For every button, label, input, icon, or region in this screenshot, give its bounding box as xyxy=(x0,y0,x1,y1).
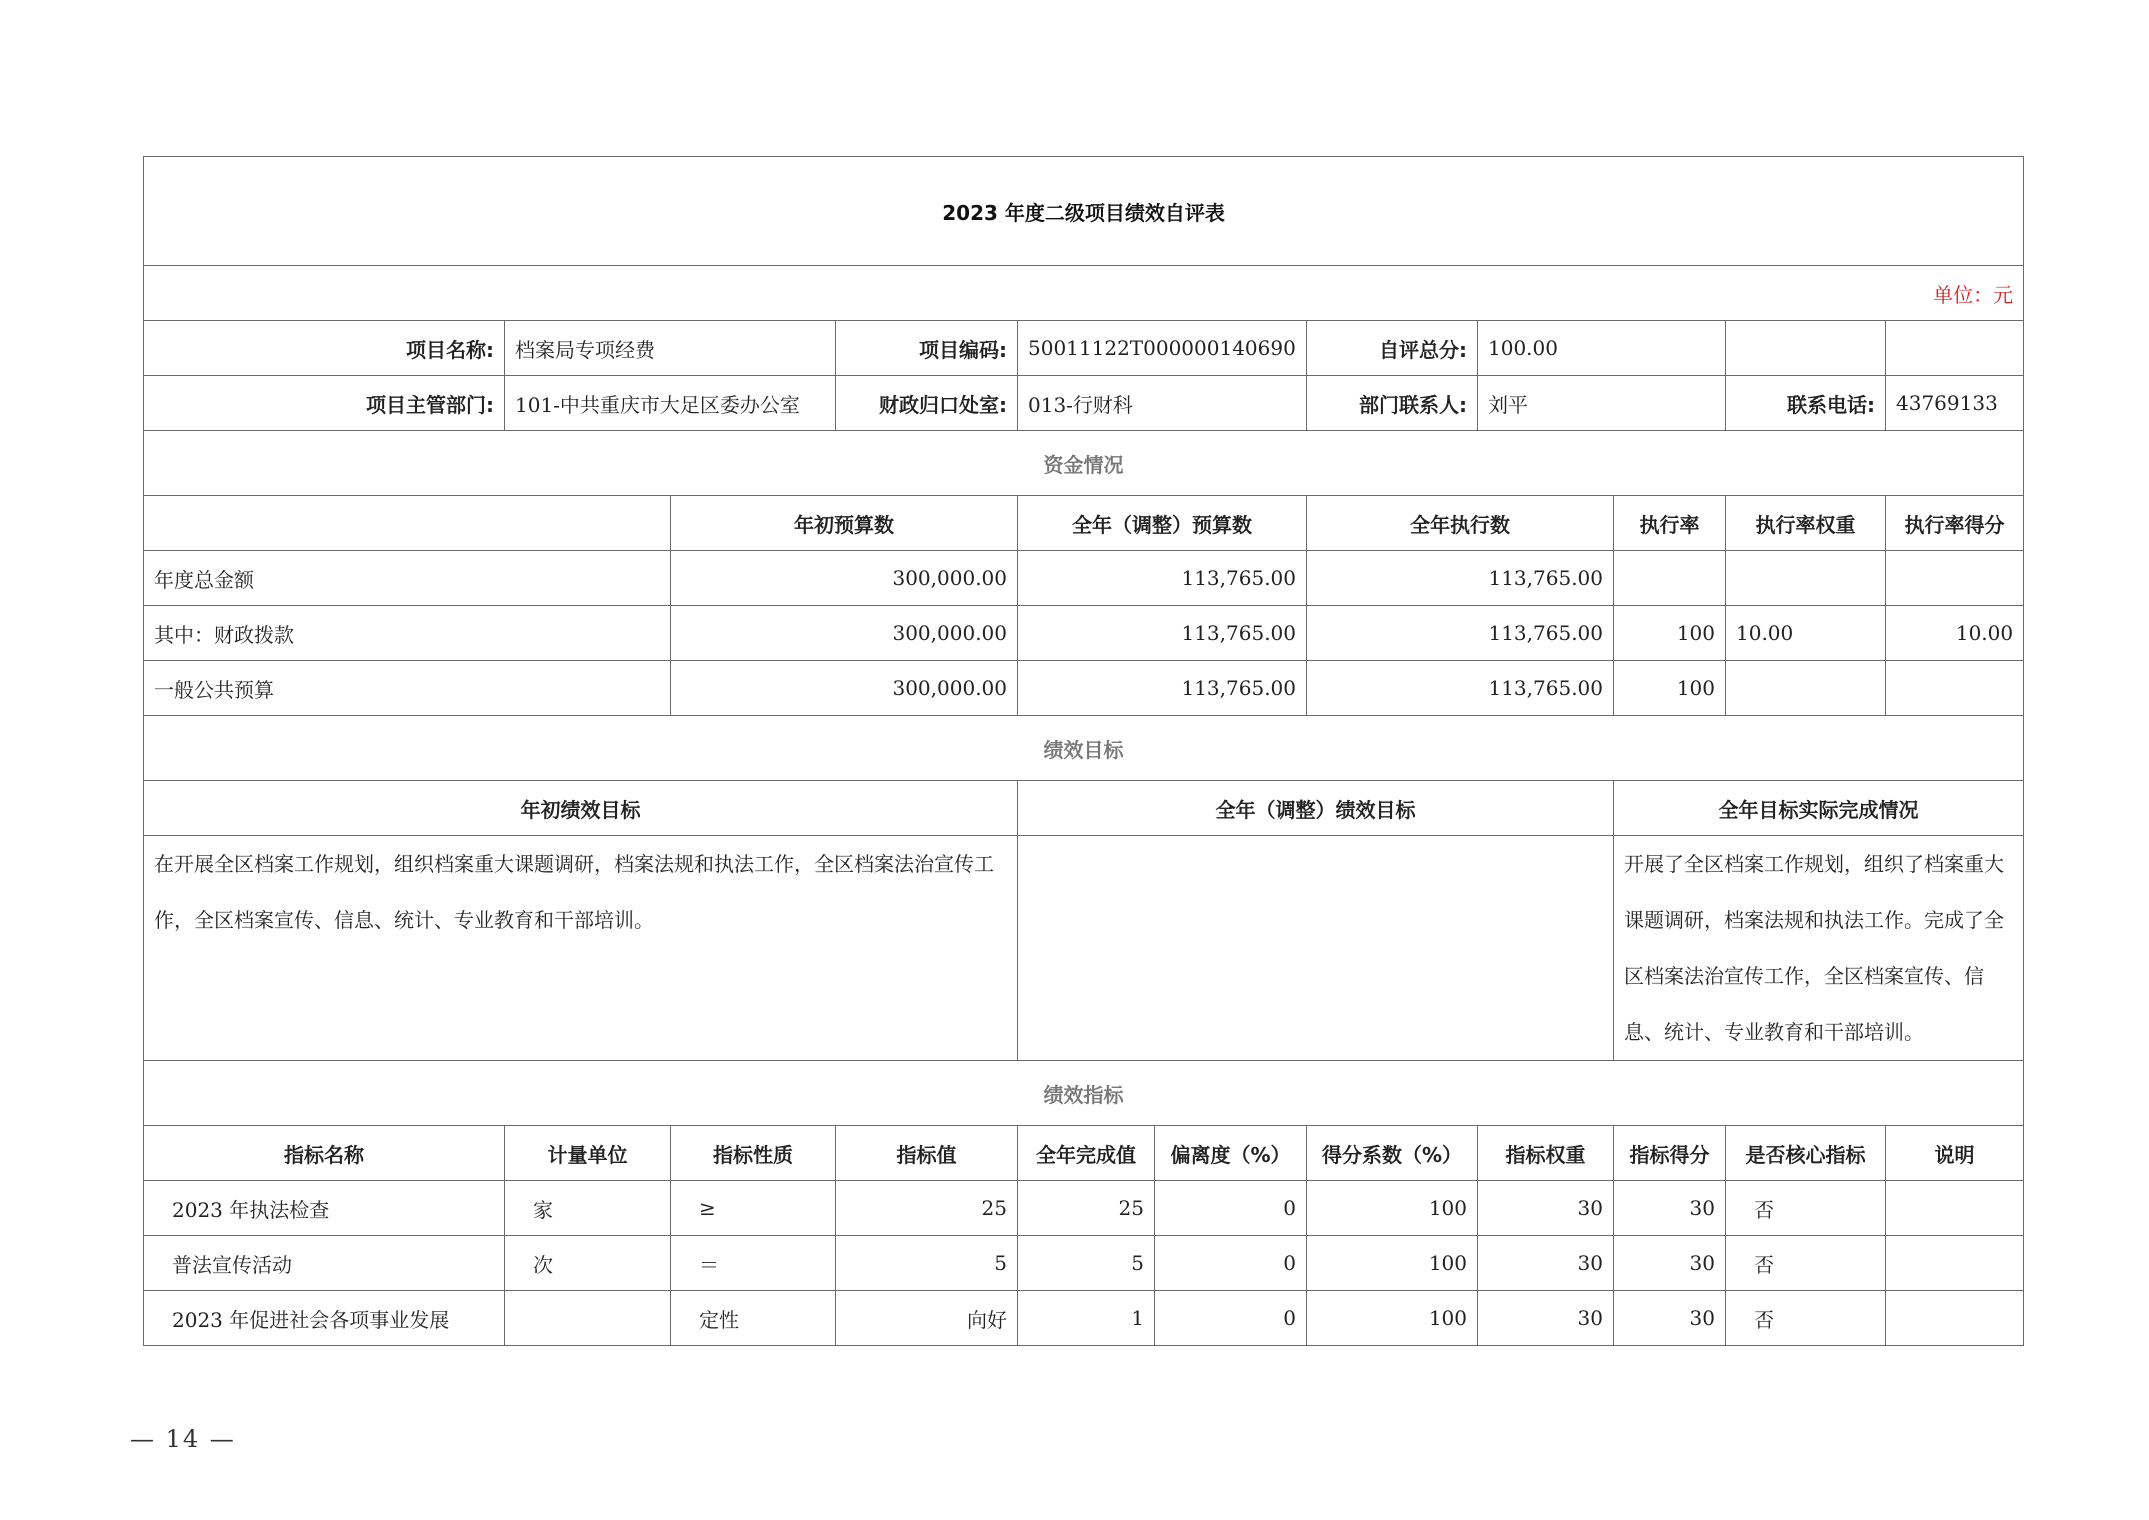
ind-core: 否 xyxy=(1726,1236,1886,1291)
ind-header-note: 说明 xyxy=(1886,1126,2024,1181)
goals-header-adjusted: 全年（调整）绩效目标 xyxy=(1018,781,1614,836)
project-code-value: 50011122T000000140690 xyxy=(1018,321,1307,376)
funds-section-title: 资金情况 xyxy=(144,431,2024,496)
funds-header-weight: 执行率权重 xyxy=(1726,496,1886,551)
project-info-row-1 xyxy=(144,321,2024,376)
funds-score: 10.00 xyxy=(1886,606,2024,661)
ind-unit: 次 xyxy=(505,1236,671,1291)
ind-actual: 25 xyxy=(1018,1181,1155,1236)
funds-header-initial: 年初预算数 xyxy=(671,496,1018,551)
ind-score: 30 xyxy=(1614,1181,1726,1236)
table-row xyxy=(144,1181,2024,1236)
unit-label: 单位：元 xyxy=(144,266,2024,321)
ind-header-name: 指标名称 xyxy=(144,1126,505,1181)
ind-target: 5 xyxy=(836,1236,1018,1291)
office-value: 013-行财科 xyxy=(1018,376,1307,431)
funds-weight xyxy=(1726,661,1886,716)
empty-cell xyxy=(1886,321,2024,376)
ind-header-unit: 计量单位 xyxy=(505,1126,671,1181)
ind-core: 否 xyxy=(1726,1181,1886,1236)
indicators-section-title: 绩效指标 xyxy=(144,1061,2024,1126)
funds-row-label: 其中：财政拨款 xyxy=(144,606,671,661)
office-label: 财政归口处室: xyxy=(836,376,1018,431)
goals-adjusted-text xyxy=(1018,836,1614,1061)
dept-label: 项目主管部门: xyxy=(144,376,505,431)
indicators-header-row xyxy=(144,1126,2024,1181)
ind-score: 30 xyxy=(1614,1291,1726,1346)
ind-nature: ＝ xyxy=(671,1236,836,1291)
goals-section-title: 绩效目标 xyxy=(144,716,2024,781)
goals-header-actual: 全年目标实际完成情况 xyxy=(1614,781,2024,836)
ind-coef: 100 xyxy=(1307,1291,1478,1346)
contact-value: 刘平 xyxy=(1478,376,1726,431)
funds-adjusted: 113,765.00 xyxy=(1018,606,1307,661)
funds-rate: 100 xyxy=(1614,606,1726,661)
funds-score xyxy=(1886,551,2024,606)
funds-initial: 300,000.00 xyxy=(671,661,1018,716)
ind-unit xyxy=(505,1291,671,1346)
ind-header-deviation: 偏离度（%） xyxy=(1155,1126,1307,1181)
ind-header-score: 指标得分 xyxy=(1614,1126,1726,1181)
phone-label: 联系电话: xyxy=(1726,376,1886,431)
funds-initial: 300,000.00 xyxy=(671,551,1018,606)
table-row xyxy=(144,1236,2024,1291)
ind-score: 30 xyxy=(1614,1236,1726,1291)
funds-header-row xyxy=(144,496,2024,551)
funds-initial: 300,000.00 xyxy=(671,606,1018,661)
ind-name: 普法宣传活动 xyxy=(144,1236,505,1291)
self-evaluation-table xyxy=(143,156,2024,1346)
project-name-value: 档案局专项经费 xyxy=(505,321,836,376)
goals-header-row xyxy=(144,781,2024,836)
ind-target: 向好 xyxy=(836,1291,1018,1346)
goals-header-initial: 年初绩效目标 xyxy=(144,781,1018,836)
goals-content-row xyxy=(144,836,2024,1061)
ind-nature: 定性 xyxy=(671,1291,836,1346)
ind-deviation: 0 xyxy=(1155,1181,1307,1236)
funds-row-label: 一般公共预算 xyxy=(144,661,671,716)
funds-rate xyxy=(1614,551,1726,606)
ind-actual: 5 xyxy=(1018,1236,1155,1291)
table-row xyxy=(144,661,2024,716)
funds-executed: 113,765.00 xyxy=(1307,551,1614,606)
ind-deviation: 0 xyxy=(1155,1291,1307,1346)
ind-note xyxy=(1886,1181,2024,1236)
ind-coef: 100 xyxy=(1307,1181,1478,1236)
funds-adjusted: 113,765.00 xyxy=(1018,661,1307,716)
funds-rate: 100 xyxy=(1614,661,1726,716)
ind-header-target: 指标值 xyxy=(836,1126,1018,1181)
page-title: 2023 年度二级项目绩效自评表 xyxy=(144,157,2024,266)
ind-unit: 家 xyxy=(505,1181,671,1236)
ind-target: 25 xyxy=(836,1181,1018,1236)
project-name-label: 项目名称: xyxy=(144,321,505,376)
phone-value: 43769133 xyxy=(1886,376,2024,431)
table-row xyxy=(144,551,2024,606)
ind-header-actual: 全年完成值 xyxy=(1018,1126,1155,1181)
funds-executed: 113,765.00 xyxy=(1307,661,1614,716)
ind-coef: 100 xyxy=(1307,1236,1478,1291)
funds-header-executed: 全年执行数 xyxy=(1307,496,1614,551)
ind-actual: 1 xyxy=(1018,1291,1155,1346)
page-number: — 14 — xyxy=(130,1425,236,1453)
ind-header-coef: 得分系数（%） xyxy=(1307,1126,1478,1181)
ind-header-core: 是否核心指标 xyxy=(1726,1126,1886,1181)
project-info-row-2 xyxy=(144,376,2024,431)
ind-deviation: 0 xyxy=(1155,1236,1307,1291)
funds-executed: 113,765.00 xyxy=(1307,606,1614,661)
ind-weight: 30 xyxy=(1478,1291,1614,1346)
ind-name: 2023 年执法检查 xyxy=(144,1181,505,1236)
project-code-label: 项目编码: xyxy=(836,321,1018,376)
ind-note xyxy=(1886,1291,2024,1346)
funds-header-adjusted: 全年（调整）预算数 xyxy=(1018,496,1307,551)
score-value: 100.00 xyxy=(1478,321,1726,376)
ind-name: 2023 年促进社会各项事业发展 xyxy=(144,1291,505,1346)
ind-note xyxy=(1886,1236,2024,1291)
funds-weight: 10.00 xyxy=(1726,606,1886,661)
funds-adjusted: 113,765.00 xyxy=(1018,551,1307,606)
goals-initial-text: 在开展全区档案工作规划，组织档案重大课题调研，档案法规和执法工作，全区档案法治宣传工作，全区档案宣传、信息、统计、专业教育和干部培训。 xyxy=(144,836,1018,1061)
ind-header-weight: 指标权重 xyxy=(1478,1126,1614,1181)
empty-cell xyxy=(1726,321,1886,376)
ind-core: 否 xyxy=(1726,1291,1886,1346)
empty-cell xyxy=(144,496,671,551)
ind-weight: 30 xyxy=(1478,1181,1614,1236)
table-row xyxy=(144,606,2024,661)
ind-weight: 30 xyxy=(1478,1236,1614,1291)
score-label: 自评总分: xyxy=(1307,321,1478,376)
funds-row-label: 年度总金额 xyxy=(144,551,671,606)
goals-actual-text: 开展了全区档案工作规划，组织了档案重大课题调研，档案法规和执法工作。完成了全区档案法治宣传工作，全区档案宣传、信息、统计、专业教育和干部培训。 xyxy=(1614,836,2024,1061)
funds-header-score: 执行率得分 xyxy=(1886,496,2024,551)
contact-label: 部门联系人: xyxy=(1307,376,1478,431)
dept-value: 101-中共重庆市大足区委办公室 xyxy=(505,376,836,431)
ind-nature: ≥ xyxy=(671,1181,836,1236)
ind-header-nature: 指标性质 xyxy=(671,1126,836,1181)
funds-weight xyxy=(1726,551,1886,606)
table-row xyxy=(144,1291,2024,1346)
funds-score xyxy=(1886,661,2024,716)
funds-header-rate: 执行率 xyxy=(1614,496,1726,551)
